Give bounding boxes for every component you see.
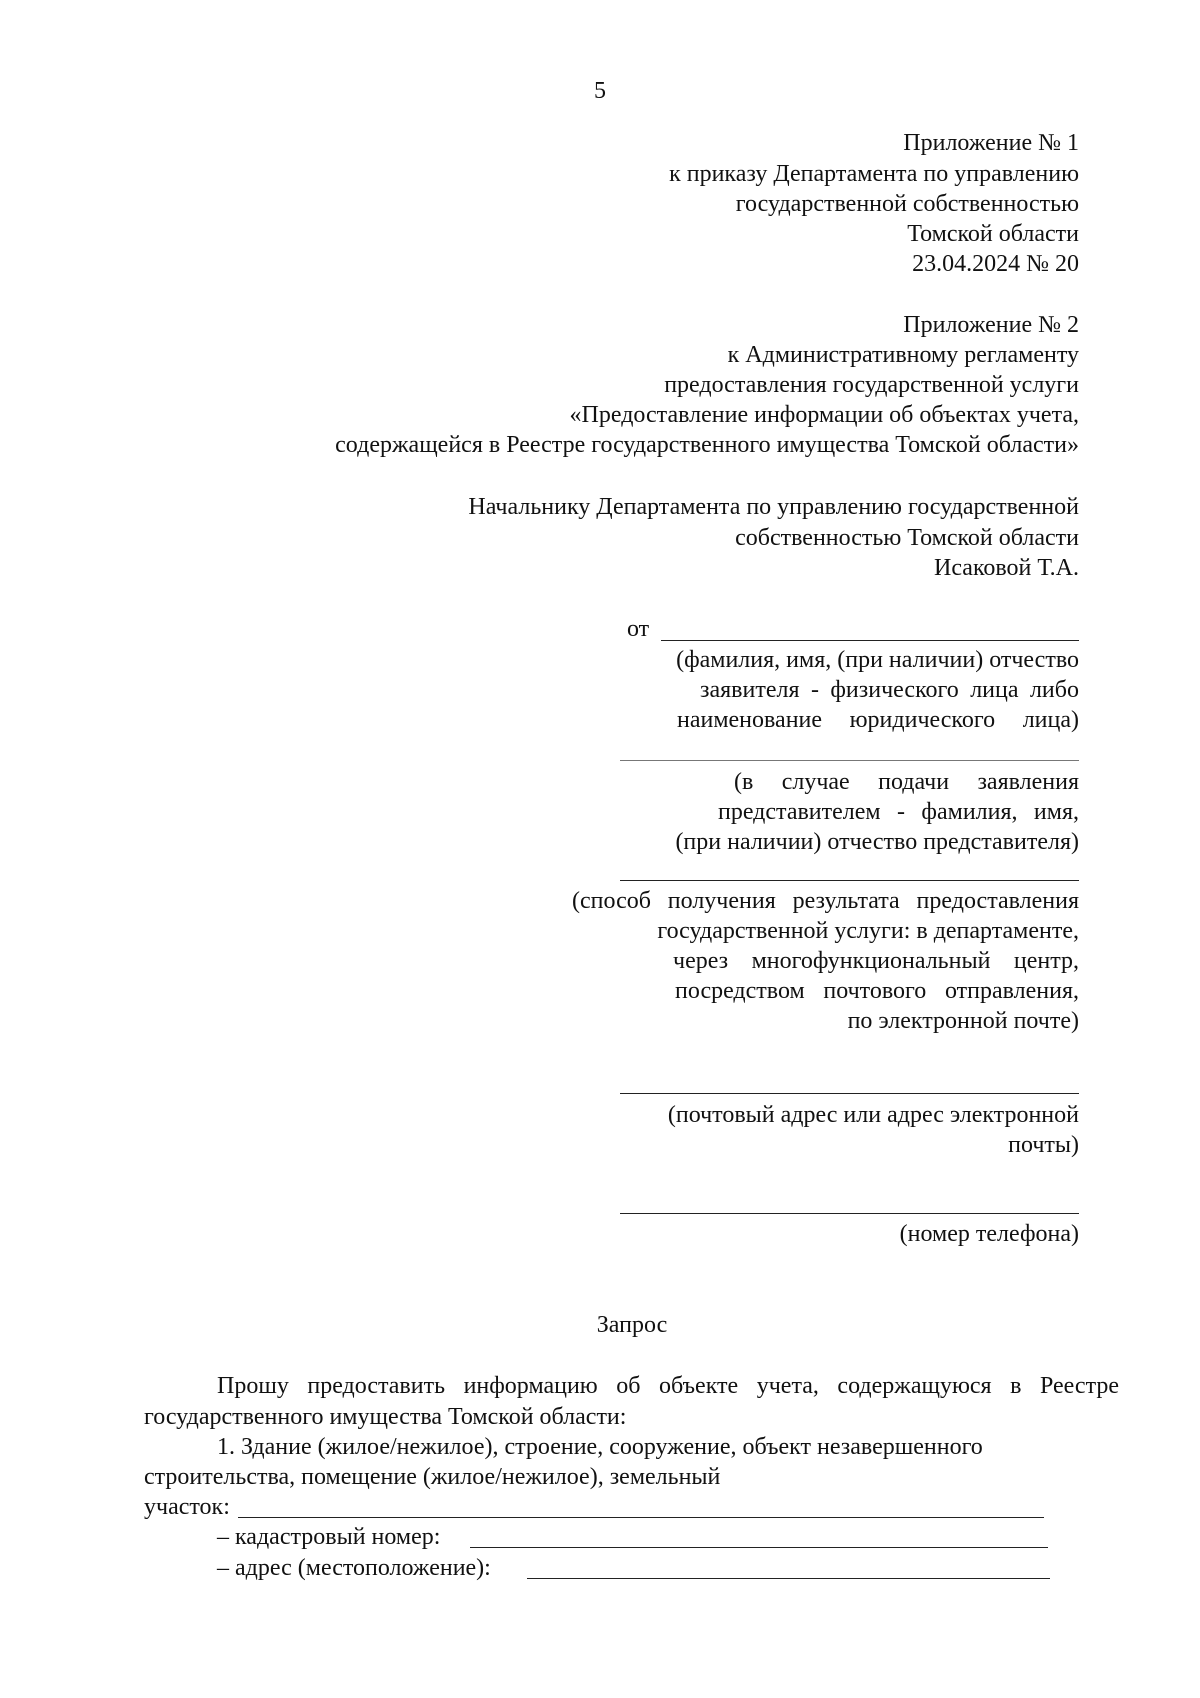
land-plot-field[interactable] — [238, 1517, 1044, 1518]
item-1-line-1: 1. Здание (жилое/нежилое), строение, сооружение, объект незавершенного — [217, 1434, 983, 1460]
representative-caption-line-3: (при наличии) отчество представителя) — [675, 829, 1079, 855]
address-location-label: – адрес (местоположение): — [217, 1555, 491, 1581]
appendix-2-line-3: предоставления государственной услуги — [664, 372, 1079, 398]
applicant-caption-line-2: заявителя - физического лица либо — [700, 677, 1079, 703]
applicant-caption-line-3: наименование юридического лица) — [677, 707, 1079, 733]
appendix-1-line-4: Томской области — [907, 221, 1079, 247]
applicant-name-field[interactable] — [661, 640, 1079, 641]
addressee-line-3: Исаковой Т.А. — [934, 555, 1079, 581]
result-method-caption-line-2: государственной услуги: в департаменте, — [657, 918, 1079, 944]
request-title: Запрос — [596, 1312, 668, 1338]
request-intro-line-1: Прошу предоставить информацию об объекте учета, содержащуюся в Реестре — [217, 1373, 1119, 1399]
addressee-line-1: Начальнику Департамента по управлению государственной — [468, 494, 1079, 520]
appendix-1-line-2: к приказу Департамента по управлению — [669, 161, 1079, 187]
appendix-2-line-5: содержащейся в Реестре государственного имущества Томской области» — [335, 432, 1079, 458]
item-1-line-3: участок: — [144, 1494, 230, 1520]
cadastral-number-label: – кадастровый номер: — [217, 1524, 441, 1550]
appendix-2-line-1: Приложение № 2 — [903, 312, 1079, 338]
page-number: 5 — [594, 78, 606, 104]
representative-field[interactable] — [620, 760, 1079, 761]
item-1-line-2: строительства, помещение (жилое/нежилое), земельный — [144, 1464, 721, 1490]
result-method-field[interactable] — [620, 880, 1079, 881]
phone-caption: (номер телефона) — [899, 1221, 1079, 1247]
addressee-line-2: собственностью Томской области — [735, 525, 1079, 551]
result-method-caption-line-3: через многофункциональный центр, — [673, 948, 1079, 974]
result-method-caption-line-4: посредством почтового отправления, — [675, 978, 1079, 1004]
applicant-caption-line-1: (фамилия, имя, (при наличии) отчество — [676, 647, 1079, 673]
appendix-1-line-3: государственной собственностью — [735, 191, 1079, 217]
postal-or-email-address-field[interactable] — [620, 1093, 1079, 1094]
result-method-caption-line-1: (способ получения результата предоставления — [572, 888, 1079, 914]
appendix-2-line-4: «Предоставление информации об объектах учета, — [569, 402, 1079, 428]
representative-caption-line-1: (в случае подачи заявления — [734, 769, 1079, 795]
address-caption-line-2: почты) — [1008, 1132, 1079, 1158]
address-caption-line-1: (почтовый адрес или адрес электронной — [667, 1102, 1079, 1128]
cadastral-number-field[interactable] — [470, 1547, 1048, 1548]
result-method-caption-line-5: по электронной почте) — [847, 1008, 1079, 1034]
from-label: от — [627, 616, 650, 642]
appendix-2-line-2: к Административному регламенту — [727, 342, 1079, 368]
representative-caption-line-2: представителем - фамилия, имя, — [718, 799, 1079, 825]
request-intro-line-2: государственного имущества Томской области: — [144, 1404, 627, 1430]
phone-number-field[interactable] — [620, 1213, 1079, 1214]
address-location-field[interactable] — [527, 1578, 1050, 1579]
appendix-1-line-5: 23.04.2024 № 20 — [912, 251, 1079, 277]
appendix-1-line-1: Приложение № 1 — [903, 130, 1079, 156]
